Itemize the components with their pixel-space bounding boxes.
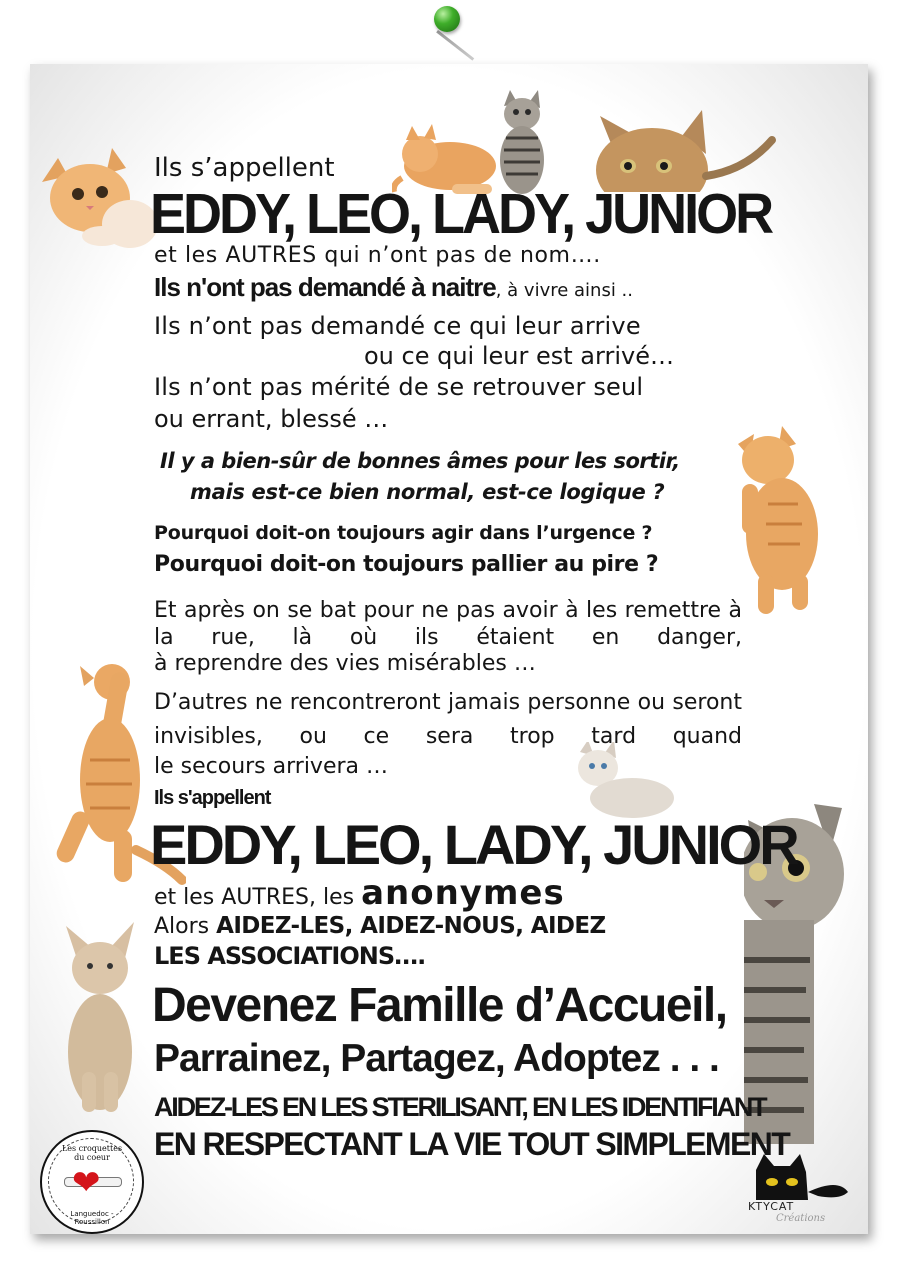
line-aidez xyxy=(154,913,606,939)
cat-sphynx-sitting-illustration xyxy=(58,922,142,1114)
paragraph-invisibles-end: le secours arrivera … xyxy=(154,754,389,779)
paragraph-remettre-rue-end: à reprendre des vies misérables … xyxy=(154,651,536,676)
line-pallier-pire: Pourquoi doit-on toujours pallier au pire ? xyxy=(154,552,659,577)
signature-sub: Créations xyxy=(776,1213,826,1224)
line-urgence: Pourquoi doit-on toujours agir dans l’urgence ? xyxy=(154,522,653,544)
paragraph-remettre-rue: Et après on se bat pour ne pas avoir à les remettre à la rue, là où ils étaient en danger, xyxy=(154,598,742,650)
line-aidez-les-nous: AIDEZ-LES, AIDEZ-NOUS, AIDEZ xyxy=(216,913,606,939)
line-est-arrive: ou ce qui leur est arrivé… xyxy=(364,342,674,370)
headline-names-2: EDDY, LEO, LADY, JUNIOR xyxy=(150,813,797,876)
black-cat-signature-icon xyxy=(750,1152,854,1202)
logo-top-text: Les croquettes du coeur xyxy=(61,1144,123,1162)
line-pas-merite: Ils n’ont pas mérité de se retrouver seul xyxy=(154,373,644,401)
line-respectant-vie: EN RESPECTANT LA VIE TOUT SIMPLEMENT xyxy=(154,1126,790,1162)
headline-names-1: EDDY, LEO, LADY, JUNIOR xyxy=(150,182,772,246)
heart-icon: ❤ xyxy=(72,1163,101,1203)
pin-head-icon xyxy=(434,6,460,32)
line-pas-demande-naitre xyxy=(154,272,633,303)
line-vivre-ainsi: , à vivre ainsi .. xyxy=(495,280,634,301)
cat-peeking-top-illustration xyxy=(586,96,776,192)
line-anonymes xyxy=(154,873,565,913)
line-bonnes-ames: Il y a bien-sûr de bonnes âmes pour les sortir, xyxy=(160,449,680,473)
line-ils-sappellent-1: Ils s’appellent xyxy=(154,153,335,183)
line-errant-blesse: ou errant, blessé … xyxy=(154,405,389,433)
line-famille-accueil: Devenez Famille d’Accueil, xyxy=(152,979,727,1032)
pin-needle xyxy=(436,30,474,61)
signature-name: KTYCAT xyxy=(748,1200,795,1213)
cat-kitten-top-left-illustration xyxy=(34,140,158,255)
word-anonymes: anonymes xyxy=(361,873,565,913)
line-parrainez-adoptez: Parrainez, Partagez, Adoptez . . . xyxy=(154,1037,719,1080)
logo-bottom-text: Languedoc - Roussillon xyxy=(70,1210,114,1226)
line-sterilisant-identifiant: AIDEZ-LES EN LES STERILISANT, EN LES IDENTIFIANT xyxy=(154,1092,766,1122)
line-ils-sappellent-2: Ils s'appellent xyxy=(154,787,271,809)
line-pas-demande-arrive: Ils n’ont pas demandé ce qui leur arrive xyxy=(154,312,641,340)
association-logo xyxy=(40,1130,144,1234)
word-alors: Alors xyxy=(154,914,217,939)
line-autres-les: et les AUTRES, les xyxy=(154,885,362,910)
cat-orange-standing-right-illustration xyxy=(728,424,828,616)
line-les-associations: LES ASSOCIATIONS…. xyxy=(154,942,426,970)
line-autres-sans-nom: et les AUTRES qui n’ont pas de nom…. xyxy=(154,243,601,268)
paragraph-invisibles: D’autres ne rencontreront jamais personne ou seront invisibles, ou ce sera trop tard quand xyxy=(154,690,742,749)
line-pas-demande-naitre-bold: Ils n'ont pas demandé à naitre xyxy=(154,272,496,302)
line-bien-normal: mais est-ce bien normal, est-ce logique ? xyxy=(190,480,665,504)
cat-tabby-sitting-illustration xyxy=(494,88,552,196)
cat-white-lying-illustration xyxy=(570,742,676,822)
